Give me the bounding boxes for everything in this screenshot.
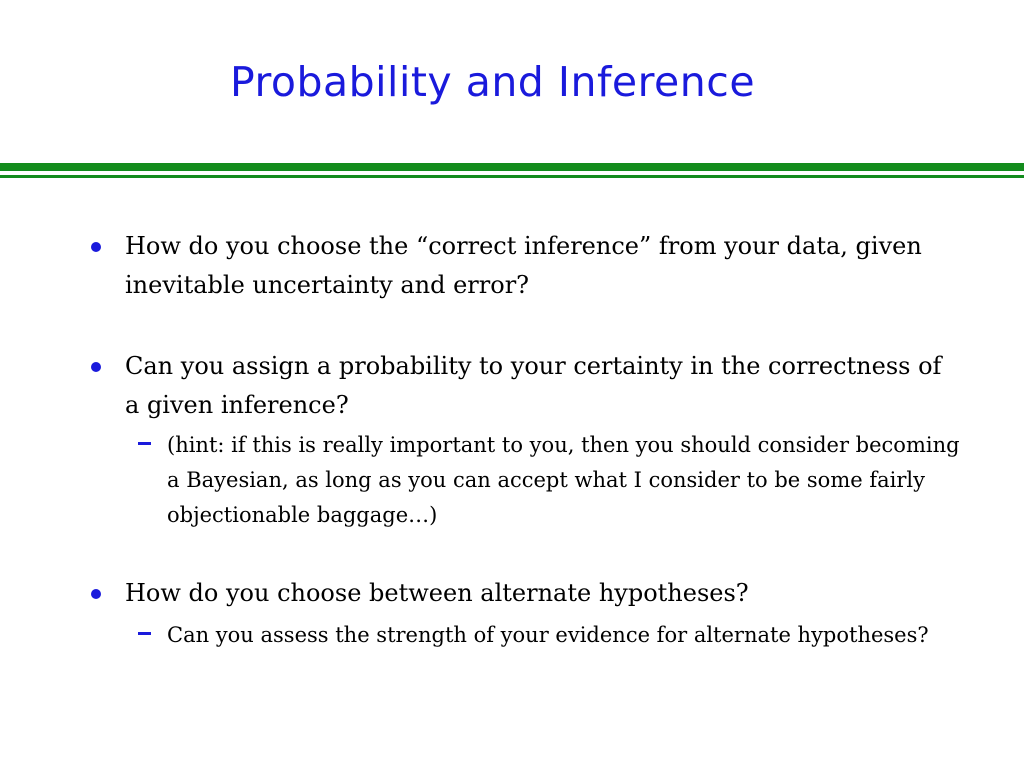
sub-bullet-item-3-1: Can you assess the strength of your evidence for alternate hypotheses? [167, 623, 929, 647]
bullet-dot-icon [91, 362, 101, 372]
slide-title: Probability and Inference [229, 58, 756, 106]
bullet-item-3: How do you choose between alternate hypotheses? [125, 579, 749, 607]
bullet-item-2: Can you assign a probability to your certainty in the correctness of a given inference? [125, 352, 942, 419]
sub-bullet-item-2-1: (hint: if this is really important to you, then you should consider becoming a Bayesian, as long as you can accept what I consider to be some fairly objectionable baggage…) [167, 433, 960, 527]
bullet-item-1: How do you choose the “correct inference” from your data, given inevitable uncertainty and error? [125, 232, 922, 299]
bullet-dot-icon [91, 589, 101, 599]
sub-bullet-dash-icon [138, 442, 151, 445]
sub-bullet-dash-icon [138, 632, 151, 635]
bullet-dot-icon [91, 242, 101, 252]
